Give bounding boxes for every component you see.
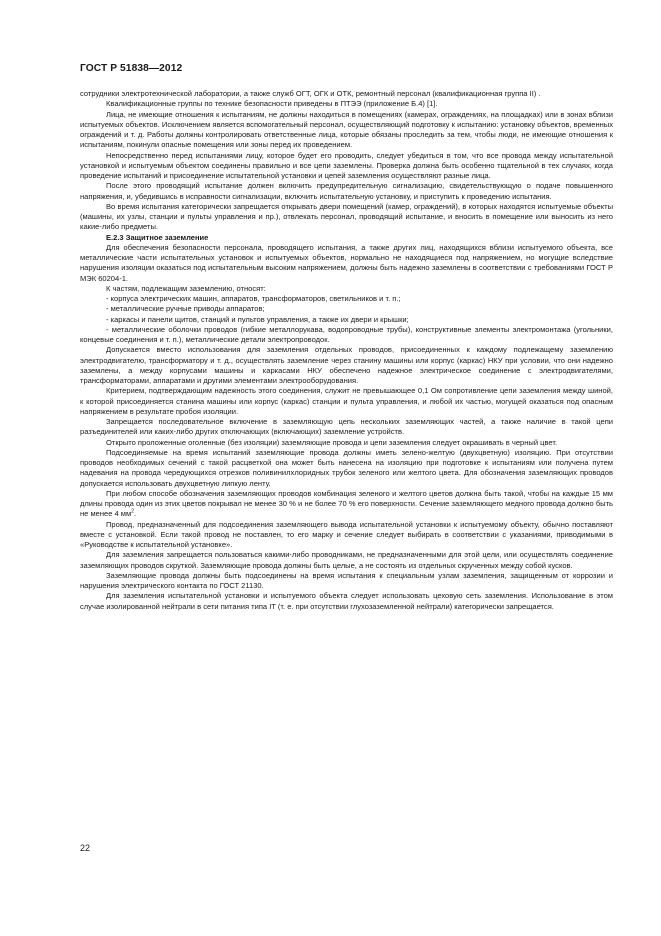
paragraph: [80, 520, 613, 551]
superscript: 2: [131, 508, 134, 515]
paragraph: [80, 591, 613, 612]
paragraph-text: При любом способе обозначения заземляющих проводов комбинация зеленого и желтого цветов должна быть такой, чтобы на каждые 15 мм длины провода один из этих цветов покрывал не менее 30 % и не более 70 % его поверхности. Сечение заземляющего медного провода должно быть не менее 4 мм: [80, 488, 613, 519]
paragraph: [80, 386, 613, 417]
paragraph: [80, 325, 613, 346]
paragraph-text: Квалификационные группы по технике безопасности приведены в ПТЭЭ (приложение Б.4) [1].: [106, 99, 438, 109]
paragraph-text: Подсоединяемые на время испытаний заземляющие провода должны иметь зелено-желтую (двухцветную) изоляцию. При отсутствии проводов необходимых сечений с такой расцветкой она может быть нанесена на изоляцию при подготовке к испытаниям или получена путем надевания на провода чередующихся отрезков поливинилхлоридных трубок зеленого или желтого цвета. Для обозначения заземляющих проводов допускается использовать двухцветную липкую ленту.: [80, 447, 613, 488]
paragraph: [80, 89, 613, 99]
paragraph-text: Для заземления испытательной установки и испытуемого объекта следует использовать цеховую сеть заземления. Использование в этом случае изолированной нейтрали в сети питания типа IT (т. е. при отсутствии глухозаземленной нейтрали) категорически запрещается.: [80, 591, 613, 611]
paragraph: [80, 243, 613, 284]
paragraph-text: Непосредственно перед испытаниями лицу, которое будет его проводить, следует убедиться в том, что все провода между испытательной установкой и испытуемым объектом соединены правильно и все цепи заземлены. Проверка должна быть особенно тщательной в тех случаях, когда проведение испытаний и присоединение испытательной установки и цепей заземления осуществляют разные лица.: [80, 150, 613, 180]
paragraph-text: Критерием, подтверждающим надежность этого соединения, служит не превышающее 0,1 Ом сопротивление цепи заземления между шиной, к которой присоединяется станина машины или корпус (каркас) станции и пульта управления, и любой их частью, могущей оказаться под опасным напряжением в результате пробоя изоляции.: [80, 386, 613, 416]
paragraph: [80, 181, 613, 202]
document-body: [80, 89, 613, 612]
section-heading: [80, 233, 613, 243]
paragraph: [80, 448, 613, 489]
paragraph-text: - металлические ручные приводы аппаратов;: [106, 304, 265, 314]
paragraph: [80, 550, 613, 571]
paragraph: [80, 110, 613, 151]
paragraph: [80, 151, 613, 182]
paragraph: [80, 571, 613, 592]
paragraph-text: К частям, подлежащим заземлению, относят:: [106, 283, 266, 293]
paragraph-text: Открыто проложенные оголенные (без изоляции) заземляющие провода и цепи заземления следует окрашивать в черный цвет.: [106, 437, 558, 447]
paragraph-text: Лица, не имеющие отношения к испытаниям, не должны находиться в помещениях (камерах, ограждениях, на площадках) или в зонах вблизи испытуемых объектов. Исключением является вспомогательный персонал, осуществляющий подготовку к испытанию: установку объектов, временных ограждений и т. д. Работы должны контролировать ответственные лица, которые обязаны проследить за тем, чтобы люди, не имеющие отношения к испытаниям, покинули опасные помещения или зоны перед их проведением.: [80, 109, 613, 150]
paragraph: [80, 99, 613, 109]
paragraph-text: сотрудники электротехнической лаборатории, а также служб ОГТ, ОГК и ОТК, ремонтный персонал (квалификационная группа II) .: [80, 89, 541, 98]
paragraph-text: Запрещается последовательное включение в заземляющую цепь нескольких заземляющих частей, а также наличие в такой цепи разъединителей или каких-либо других отключающих (включающих) заземление устройств.: [80, 417, 613, 437]
paragraph-text: Заземляющие провода должны быть подсоединены на время испытания к специальным узлам заземления, защищенным от коррозии и нарушения электрического контакта по ГОСТ 21130.: [80, 570, 613, 590]
paragraph: [80, 345, 613, 386]
document-header-title: ГОСТ Р 51838—2012: [80, 63, 183, 74]
paragraph-tail: .: [133, 509, 137, 519]
paragraph-text: Для заземления запрещается пользоваться какими-либо проводниками, не предназначенными для этой цели, или осуществлять соединение заземляющих проводов скруткой. Заземляющие провода должны быть целые, а не состоять из отдельных скрученных между собой кусков.: [80, 550, 613, 570]
paragraph-text: Провод, предназначенный для подсоединения заземляющего вывода испытательной установки к испытуемому объекту, обычно поставляют вместе с установкой. Если такой провод не поставлен, то его марку и сечение следует выбирать в соответствии с указаниями, приводимыми в «Руководстве к испытательной установке».: [80, 519, 613, 549]
paragraph-text: - металлические оболочки проводов (гибкие металлорукава, водопроводные трубы), конструктивные элементы электромонтажа (угольники, концевые соединения и т. п.), металлические детали электропроводок.: [80, 324, 613, 344]
paragraph-text: Допускается вместо использования для заземления отдельных проводов, присоединенных к каждому подлежащему заземлению электродвигателю, трансформатору и т. д., осуществлять заземление через станину машины или корпус (каркас) НКУ при условии, что они надежно заземлены, а между корпусами машины и каркасами НКУ обеспечено надежное электрическое соединение с электродвигателями, трансформаторами, аппаратами и другими элементами электрооборудования.: [80, 345, 613, 385]
paragraph: [80, 315, 613, 325]
paragraph: [80, 417, 613, 438]
page-number: 22: [80, 843, 91, 853]
paragraph: [80, 202, 613, 233]
paragraph-text: - каркасы и панели щитов, станций и пультов управления, а также их двери и крышки;: [106, 314, 409, 324]
paragraph: [80, 304, 613, 314]
paragraph-text: Во время испытания категорически запрещается открывать двери помещений (камер, ограждений), в которых находятся испытуемые объекты (машины, их узлы, станции и пульты управления и пр.), отвлекать персонал, проводящий испытание, и вносить в помещение или выносить из него какие-либо предметы.: [80, 201, 613, 232]
paragraph-text: - корпуса электрических машин, аппаратов, трансформаторов, светильников и т. п.;: [106, 294, 401, 303]
paragraph-text: Е.2.3 Защитное заземление: [106, 232, 209, 242]
paragraph: [80, 284, 613, 294]
paragraph: [80, 294, 613, 304]
paragraph-text: После этого проводящий испытание должен включить предупредительную сигнализацию, свидетельствующую о подаче повышенного напряжения, и, убедившись в исправности сигнализации, включить испытательную установку, и приступить к проведению испытания.: [80, 181, 613, 201]
paragraph: [80, 438, 613, 448]
paragraph: [80, 489, 613, 520]
paragraph-text: Для обеспечения безопасности персонала, проводящего испытания, а также других лиц, находящихся вблизи испытуемого объекта, все металлические части испытательных установок и испытуемых объектов, нормально не находящиеся под напряжением, но могущие вследствие нарушения изоляции оказаться под испытательным высоким напряжением, должны быть надежно заземлены в соответствии с требованиями ГОСТ Р МЭК 60204-1.: [80, 242, 613, 283]
